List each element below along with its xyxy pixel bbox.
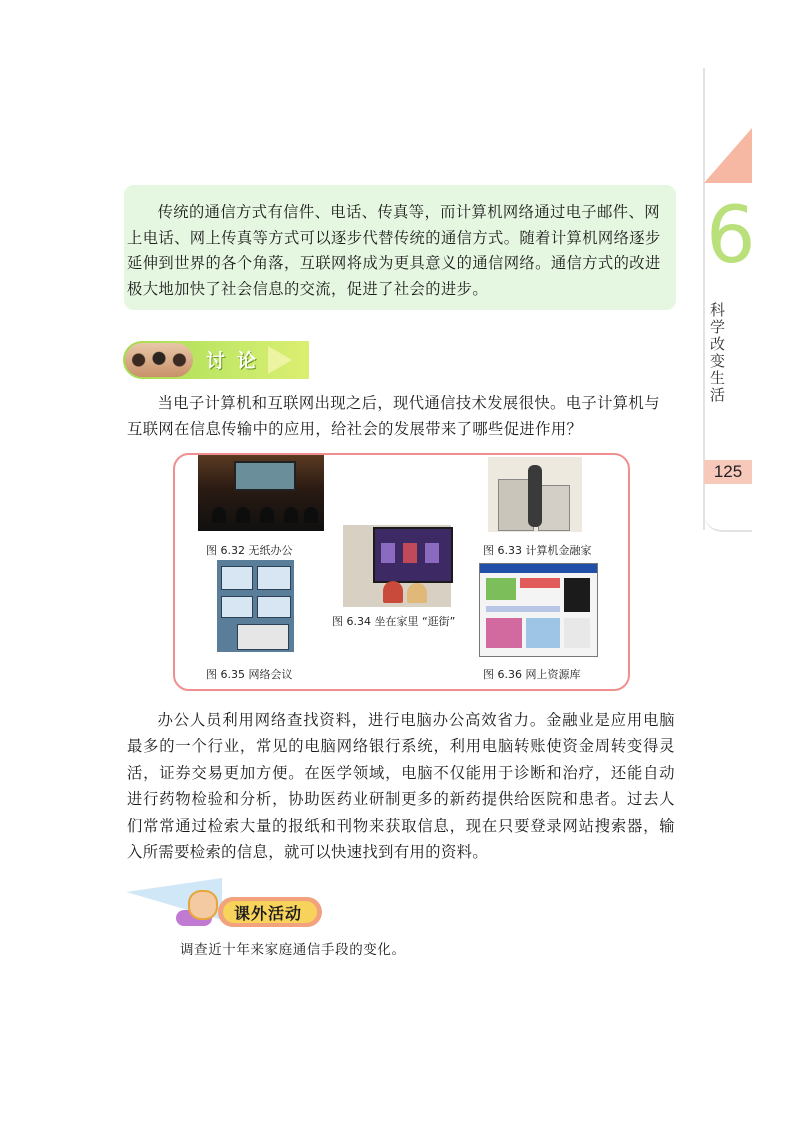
figure-caption-635: 图 6.35 网络会议: [206, 668, 293, 681]
discussion-label: 讨论: [206, 350, 269, 372]
body-paragraph: 办公人员利用网络查找资料，进行电脑办公高效省力。金融业是应用电脑最多的一个行业，常见的电脑网络银行系统，利用电脑转账使资金周转变得灵活，证券交易更加方便。在医学领域，电脑不仅能用于诊断和治疗，还能自动进行药物检验和分析，协助医药业研制更多的新药提供给医院和患者。过去人们常常通过检索大量的报纸和刊物来获取信息，现在只要登录网站搜索器，输入所需要检索的信息，就可以快速找到有用的资料。: [127, 711, 675, 862]
figure-caption-632: 图 6.32 无纸办公: [206, 544, 293, 557]
discussion-kids-photo: [125, 343, 193, 377]
photo-shopping-at-home: [343, 525, 451, 607]
page-number: 125: [713, 462, 743, 481]
chapter-title: 科学改变生活: [710, 301, 726, 404]
figure-caption-636: 图 6.36 网上资源库: [483, 668, 581, 681]
intro-text: 传统的通信方式有信件、电话、传真等，而计算机网络通过电子邮件、网上电话、网上传真等方式可以逐步代替传统的通信方式。随着计算机网络逐步延伸到世界的各个角落，互联网将成为更具意义的通信网络。通信方式的改进极大地加快了社会信息的交流，促进了社会的进步。: [127, 203, 661, 298]
kid-illustration-head: [188, 890, 218, 920]
photo-network-meeting: [217, 560, 294, 652]
figure-caption-634: 图 6.34 坐在家里 “逛街”: [332, 615, 456, 628]
chapter-tab-triangle: [704, 128, 752, 183]
photo-computer-banker: [488, 457, 582, 532]
activity-label: 课外活动: [234, 904, 303, 923]
photo-online-resources: [479, 563, 598, 657]
discussion-question: 当电子计算机和互联网出现之后，现代通信技术发展很快。电子计算机与互联网在信息传输中的应用，给社会的发展带来了哪些促进作用？: [127, 394, 660, 438]
figure-caption-633: 图 6.33 计算机金融家: [483, 544, 592, 557]
activity-text: 调查近十年来家庭通信手段的变化。: [180, 942, 406, 958]
banner-arrow-icon: [268, 346, 292, 374]
margin-corner: [704, 484, 752, 532]
chapter-number: 6: [706, 191, 756, 281]
photo-paperless-office: [198, 455, 324, 531]
